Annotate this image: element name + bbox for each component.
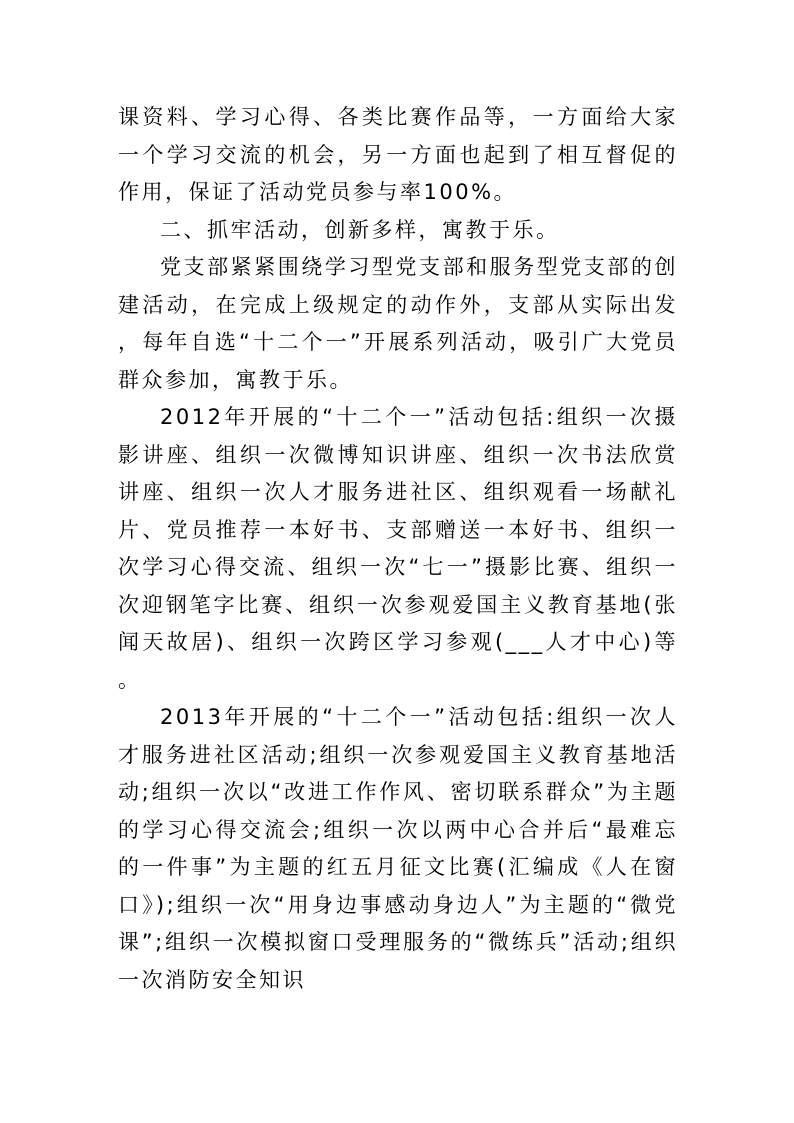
paragraph-2012-activities: 2012年开展的“十二个一”活动包括:组织一次摄影讲座、组织一次微博知识讲座、组织一次书法欣赏讲座、组织一次人才服务进社区、组织观看一场献礼片、党员推荐一本好书、支部赠送一本好书、组织一次学习心得交流、组织一次“七一”摄影比赛、组织一次迎钢笔字比赛、组织一次参观爱国主义教育基地(张闻天故居)、组织一次跨区学习参观(___人才中心)等。: [118, 405, 678, 692]
document-body: [118, 99, 678, 999]
section-heading: 二、抓牢活动，创新多样，寓教于乐。: [160, 217, 560, 242]
paragraph-continuation: 课资料、学习心得、各类比赛作品等，一方面给大家一个学习交流的机会，另一方面也起到了相互督促的作用，保证了活动党员参与率100%。: [118, 105, 678, 204]
paragraph-activities-intro: 党支部紧紧围绕学习型党支部和服务型党支部的创建活动，在完成上级规定的动作外，支部从实际出发，每年自选“十二个一”开展系列活动，吸引广大党员群众参加，寓教于乐。: [118, 255, 678, 392]
paragraph-2013-activities: 2013年开展的“十二个一”活动包括:组织一次人才服务进社区活动;组织一次参观爱国主义教育基地活动;组织一次以“改进工作作风、密切联系群众”为主题的学习心得交流会;组织一次以两中心合并后“最难忘的一件事”为主题的红五月征文比赛(汇编成《人在窗口》);组织一次“用身边事感动身边人”为主题的“微党课”;组织一次模拟窗口受理服务的“微练兵”活动;组织一次消防安全知识: [118, 705, 678, 992]
